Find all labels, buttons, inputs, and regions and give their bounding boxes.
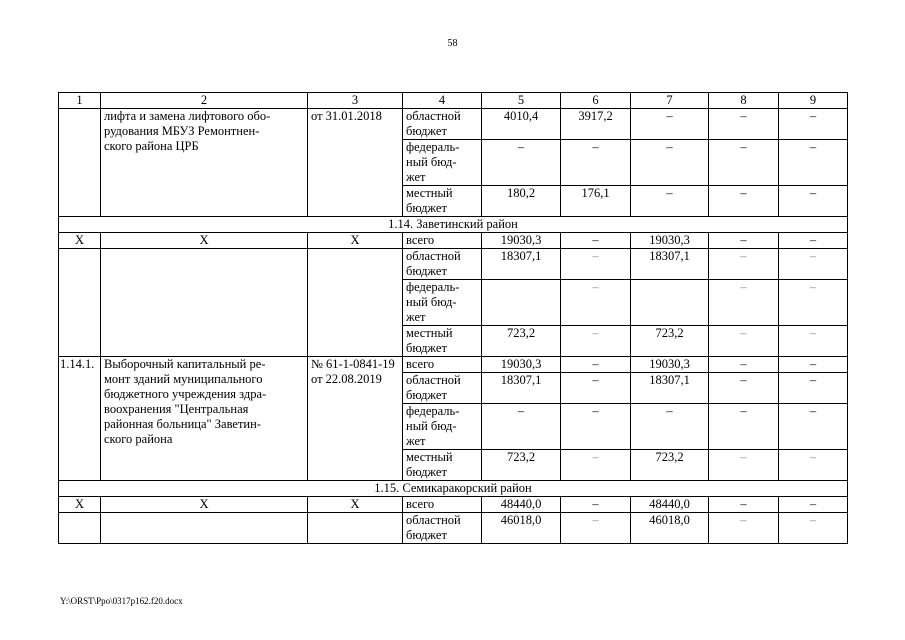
funding-source: федераль- ный бюд- жет xyxy=(403,404,482,450)
value-cell: – xyxy=(631,109,709,140)
funding-source: всего xyxy=(403,357,482,373)
value-cell: – xyxy=(709,140,779,186)
x-mark: Х xyxy=(59,233,101,249)
x-mark: Х xyxy=(101,233,308,249)
empty-cell xyxy=(59,249,101,357)
col-header: 4 xyxy=(403,93,482,109)
value-cell: – xyxy=(561,497,631,513)
value-cell: – xyxy=(709,249,779,280)
section-title: 1.14. Заветинский район xyxy=(59,217,848,233)
value-cell: – xyxy=(779,357,848,373)
budget-table xyxy=(58,92,848,544)
col-header: 2 xyxy=(101,93,308,109)
value-cell: 46018,0 xyxy=(631,513,709,544)
item-number: 1.14.1. xyxy=(59,357,101,481)
value-cell: – xyxy=(561,140,631,186)
value-cell: – xyxy=(709,497,779,513)
value-cell: – xyxy=(709,513,779,544)
value-cell: 3917,2 xyxy=(561,109,631,140)
funding-source: областной бюджет xyxy=(403,513,482,544)
value-cell: 19030,3 xyxy=(631,233,709,249)
value-cell: 723,2 xyxy=(631,326,709,357)
funding-source: местный бюджет xyxy=(403,326,482,357)
col-header: 6 xyxy=(561,93,631,109)
value-cell: – xyxy=(779,450,848,481)
value-cell: – xyxy=(561,450,631,481)
col-header: 9 xyxy=(779,93,848,109)
value-cell: – xyxy=(709,109,779,140)
value-cell: 4010,4 xyxy=(482,109,561,140)
value-cell: – xyxy=(709,186,779,217)
value-cell: – xyxy=(779,233,848,249)
value-cell: – xyxy=(779,513,848,544)
funding-source: федераль- ный бюд- жет xyxy=(403,280,482,326)
funding-source: областной бюджет xyxy=(403,373,482,404)
value-cell: 723,2 xyxy=(631,450,709,481)
value-cell: 46018,0 xyxy=(482,513,561,544)
funding-source: областной бюджет xyxy=(403,249,482,280)
section-row xyxy=(59,481,848,497)
table-row xyxy=(59,233,848,249)
value-cell: – xyxy=(561,513,631,544)
table-row xyxy=(59,513,848,544)
empty-cell xyxy=(59,513,101,544)
value-cell: 19030,3 xyxy=(482,357,561,373)
value-cell xyxy=(631,280,709,326)
value-cell: – xyxy=(482,140,561,186)
col-header: 7 xyxy=(631,93,709,109)
value-cell: – xyxy=(779,280,848,326)
value-cell: – xyxy=(709,233,779,249)
item-document: от 31.01.2018 xyxy=(308,109,403,217)
table-row xyxy=(59,357,848,373)
value-cell: – xyxy=(709,373,779,404)
funding-source: всего xyxy=(403,497,482,513)
value-cell: – xyxy=(709,326,779,357)
value-cell: – xyxy=(779,497,848,513)
value-cell: – xyxy=(561,357,631,373)
value-cell: – xyxy=(561,373,631,404)
value-cell: – xyxy=(709,404,779,450)
value-cell: – xyxy=(709,357,779,373)
funding-source: областной бюджет xyxy=(403,109,482,140)
value-cell: 18307,1 xyxy=(631,249,709,280)
value-cell: – xyxy=(779,186,848,217)
value-cell: – xyxy=(561,280,631,326)
col-header: 3 xyxy=(308,93,403,109)
col-header: 8 xyxy=(709,93,779,109)
funding-source: федераль- ный бюд- жет xyxy=(403,140,482,186)
value-cell: 18307,1 xyxy=(631,373,709,404)
value-cell: 18307,1 xyxy=(482,249,561,280)
value-cell: – xyxy=(631,186,709,217)
x-mark: Х xyxy=(308,233,403,249)
value-cell: – xyxy=(561,404,631,450)
value-cell: 180,2 xyxy=(482,186,561,217)
header-row xyxy=(59,93,848,109)
table-row xyxy=(59,109,848,140)
value-cell: – xyxy=(482,404,561,450)
value-cell: – xyxy=(709,450,779,481)
section-row xyxy=(59,217,848,233)
item-number xyxy=(59,109,101,217)
file-path-footer: Y:\ORST\Ppo\0317p162.f20.docx xyxy=(60,596,183,606)
item-document: № 61-1-0841-19 от 22.08.2019 xyxy=(308,357,403,481)
funding-source: местный бюджет xyxy=(403,450,482,481)
x-mark: Х xyxy=(101,497,308,513)
col-header: 1 xyxy=(59,93,101,109)
value-cell: 48440,0 xyxy=(482,497,561,513)
empty-cell xyxy=(308,249,403,357)
funding-source: всего xyxy=(403,233,482,249)
empty-cell xyxy=(101,513,308,544)
empty-cell xyxy=(101,249,308,357)
value-cell: – xyxy=(779,326,848,357)
value-cell: – xyxy=(561,326,631,357)
value-cell: – xyxy=(779,140,848,186)
value-cell: – xyxy=(709,280,779,326)
value-cell: – xyxy=(779,373,848,404)
value-cell: 48440,0 xyxy=(631,497,709,513)
item-name: лифта и замена лифтового обо- рудования МБУЗ Ремонтнен- ского района ЦРБ xyxy=(101,109,308,217)
funding-source: местный бюджет xyxy=(403,186,482,217)
value-cell: – xyxy=(779,249,848,280)
value-cell: 19030,3 xyxy=(631,357,709,373)
item-name: Выборочный капитальный ре- монт зданий муниципального бюджетного учреждения здра- воохранения "Центральная районная больница" Заветин- ского района xyxy=(101,357,308,481)
col-header: 5 xyxy=(482,93,561,109)
page-number: 58 xyxy=(447,38,458,49)
value-cell: 176,1 xyxy=(561,186,631,217)
value-cell: 723,2 xyxy=(482,326,561,357)
value-cell: 18307,1 xyxy=(482,373,561,404)
value-cell: 19030,3 xyxy=(482,233,561,249)
x-mark: Х xyxy=(59,497,101,513)
value-cell: – xyxy=(631,404,709,450)
value-cell: – xyxy=(779,404,848,450)
value-cell: – xyxy=(561,233,631,249)
x-mark: Х xyxy=(308,497,403,513)
value-cell: – xyxy=(561,249,631,280)
table-row xyxy=(59,497,848,513)
value-cell: – xyxy=(779,109,848,140)
value-cell: 723,2 xyxy=(482,450,561,481)
section-title: 1.15. Семикаракорский район xyxy=(59,481,848,497)
value-cell xyxy=(482,280,561,326)
table-row xyxy=(59,249,848,280)
empty-cell xyxy=(308,513,403,544)
value-cell: – xyxy=(631,140,709,186)
